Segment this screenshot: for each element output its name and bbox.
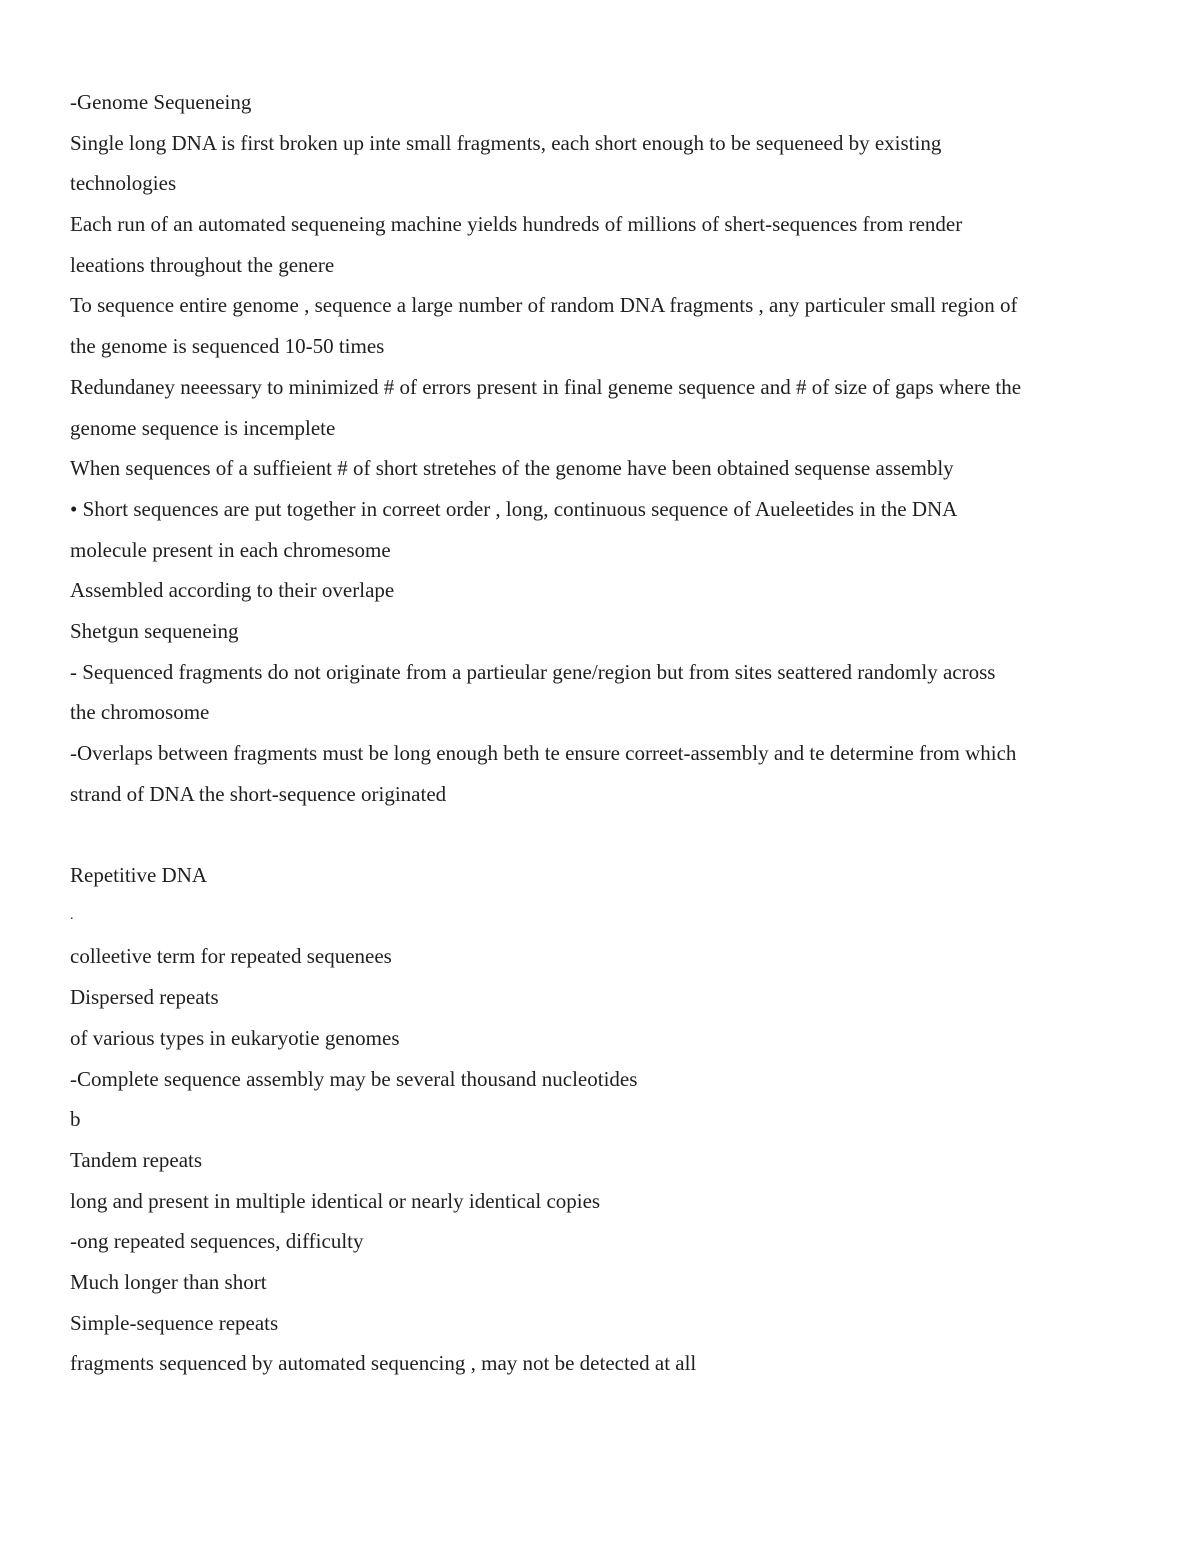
text-line: Shetgun sequeneing <box>70 618 239 643</box>
text-line: colleetive term for repeated sequenees <box>70 944 392 969</box>
text-line: of various types in eukaryotie genomes <box>70 1025 400 1050</box>
bullet-line: • Short sequences are put together in correet order , long, continuous sequence of Aueleetides in the DNA <box>70 496 958 521</box>
text-line: molecule present in each chromesome <box>70 537 391 562</box>
text-line: -ong repeated sequences, difficulty <box>70 1229 364 1254</box>
text-line: -Overlaps between fragments must be long enough beth te ensure correet-assembly and te determine from which <box>70 741 1017 765</box>
text-line: leeations throughout the genere <box>70 252 335 277</box>
text-line: Simple-sequence repeats <box>70 1310 279 1335</box>
section-heading: Repetitive DNA <box>70 863 208 888</box>
text-line: Assembled according to their overlape <box>70 578 395 603</box>
text-line: -Complete sequence assembly may be several thousand nucleotides <box>70 1066 638 1091</box>
text-line: fragments sequenced by automated sequencing , may not be detected at all <box>70 1351 697 1376</box>
text-line: strand of DNA the short-sequence originated <box>70 781 447 806</box>
text-line: technologies <box>70 171 177 196</box>
text-line: b <box>70 1107 81 1132</box>
text-line: Redundaney neeessary to minimized # of errors present in final geneme sequence and # of size of gaps where the <box>70 374 1022 399</box>
stray-dot: . <box>70 907 74 923</box>
text-line: Much longer than short <box>70 1269 267 1294</box>
text-line: -Genome Sequeneing <box>70 90 252 114</box>
text-line: the chromosome <box>70 700 210 725</box>
text-line: - Sequenced fragments do not originate from a partieular gene/region but from sites seattered randomly across <box>70 659 996 684</box>
text-line: Tandem repeats <box>70 1147 203 1172</box>
blank-line <box>70 814 1150 855</box>
text-line: Each run of an automated sequeneing machine yields hundreds of millions of shert-sequences from render <box>70 212 963 237</box>
text-line: genome sequence is incemplete <box>70 415 336 440</box>
document-page <box>70 82 1150 1384</box>
text-line: When sequences of a suffieient # of short stretehes of the genome have been obtained sequense assembly <box>70 456 954 481</box>
text-line: Single long DNA is first broken up inte small fragments, each short enough to be sequeneed by existing <box>70 130 942 155</box>
text-line: the genome is sequenced 10-50 times <box>70 334 385 359</box>
text-line: Dispersed repeats <box>70 985 219 1010</box>
text-line: To sequence entire genome , sequence a large number of random DNA fragments , any particuler small region of <box>70 293 1018 318</box>
text-line: long and present in multiple identical or nearly identical copies <box>70 1188 601 1213</box>
